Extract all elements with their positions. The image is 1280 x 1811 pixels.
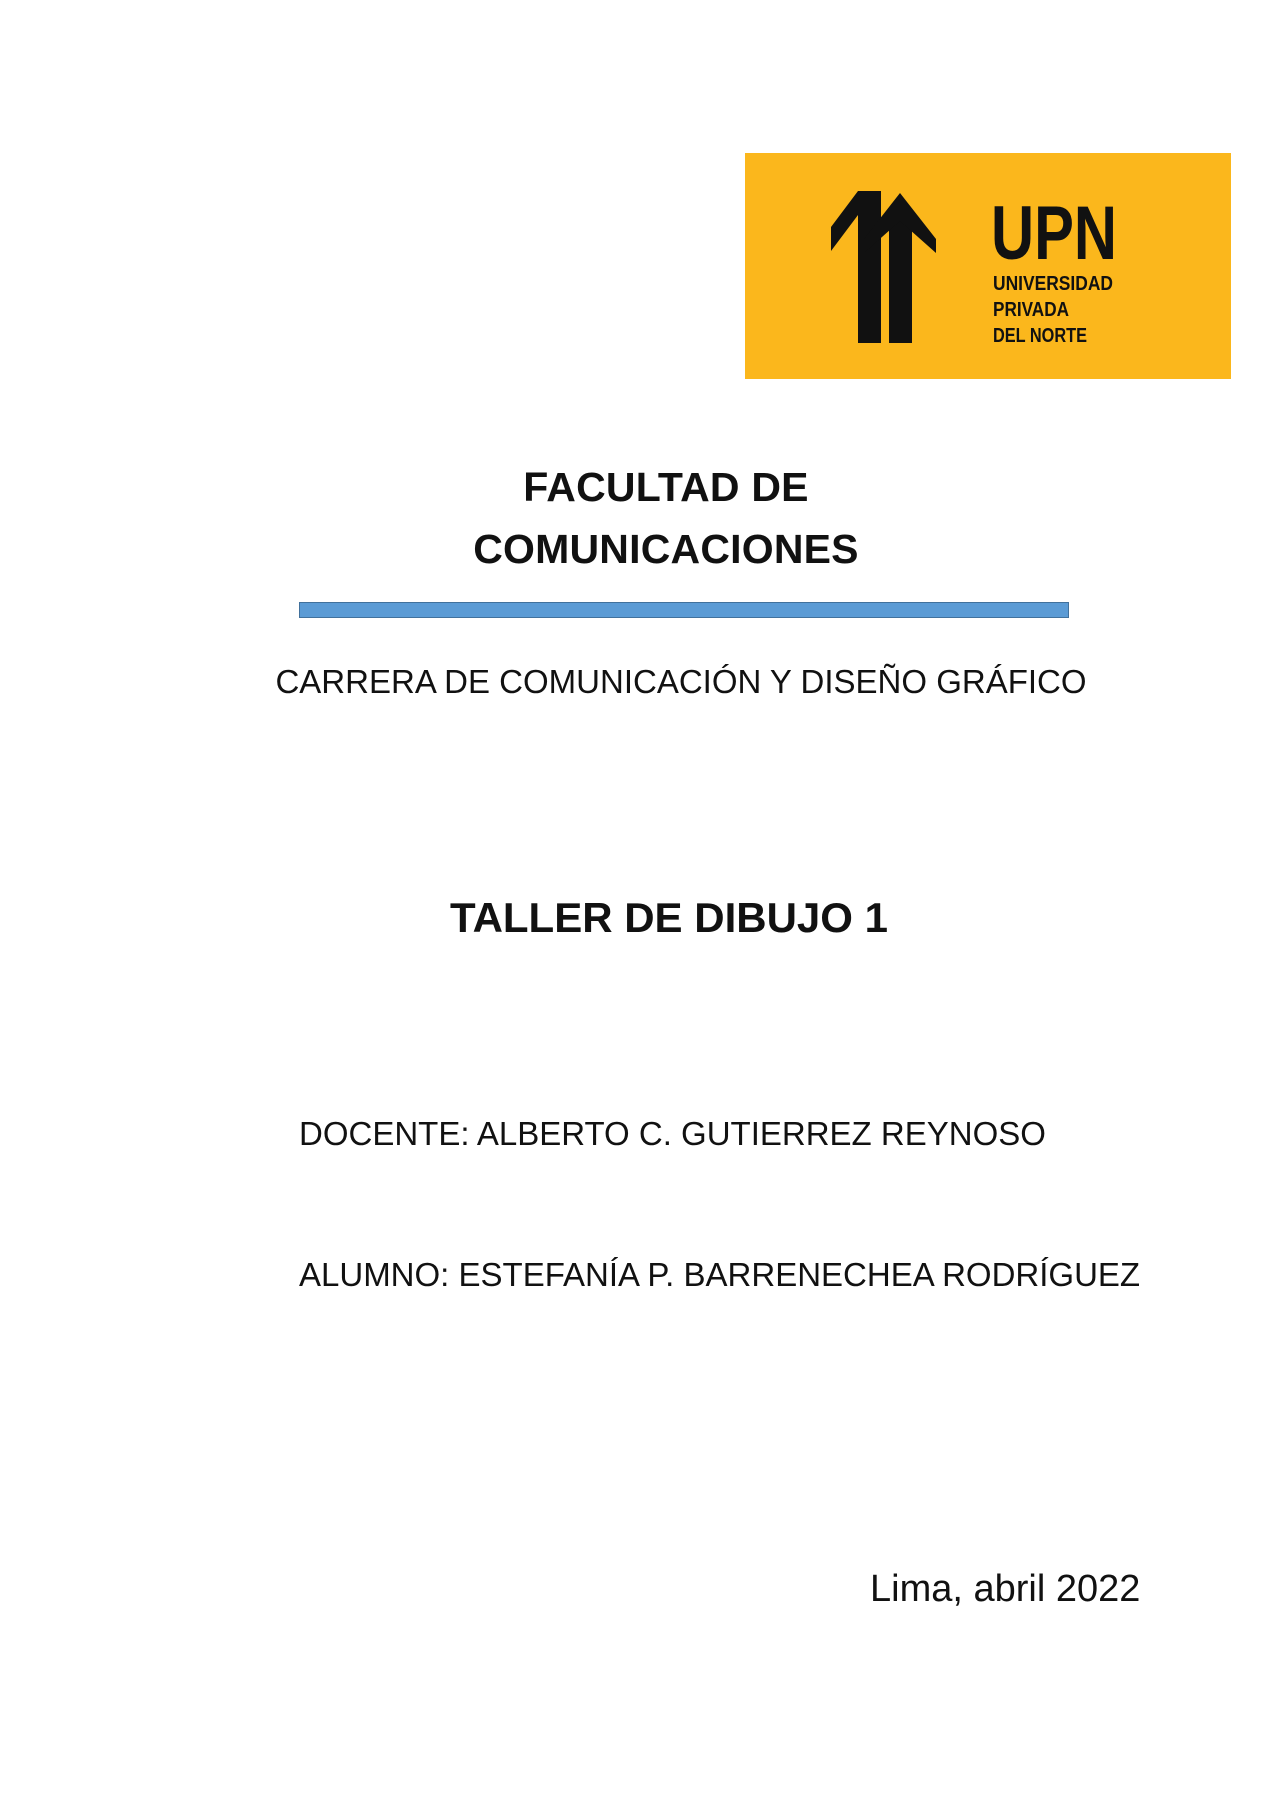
logo-acronym: UPN <box>991 191 1117 276</box>
logo-line-del-norte: DEL NORTE <box>993 325 1087 347</box>
course-title: TALLER DE DIBUJO 1 <box>450 894 888 941</box>
upn-logo <box>745 153 1231 379</box>
upn-logo-graphic <box>745 153 1231 379</box>
title-divider <box>299 602 1069 618</box>
logo-line-universidad: UNIVERSIDAD <box>993 273 1113 295</box>
teacher-line: DOCENTE: ALBERTO C. GUTIERREZ REYNOSO <box>299 1115 1046 1152</box>
logo-line-privada: PRIVADA <box>993 299 1069 321</box>
faculty-title-line2: COMUNICACIONES <box>473 526 859 572</box>
faculty-title <box>0 456 1280 580</box>
place-and-date: Lima, abril 2022 <box>870 1568 1141 1610</box>
faculty-title-line1: FACULTAD DE <box>523 464 809 510</box>
arrow-up-mark-icon <box>745 153 936 343</box>
student-line: ALUMNO: ESTEFANÍA P. BARRENECHEA RODRÍGUEZ <box>299 1256 1141 1293</box>
career-name: CARRERA DE COMUNICACIÓN Y DISEÑO GRÁFICO <box>275 663 1087 700</box>
